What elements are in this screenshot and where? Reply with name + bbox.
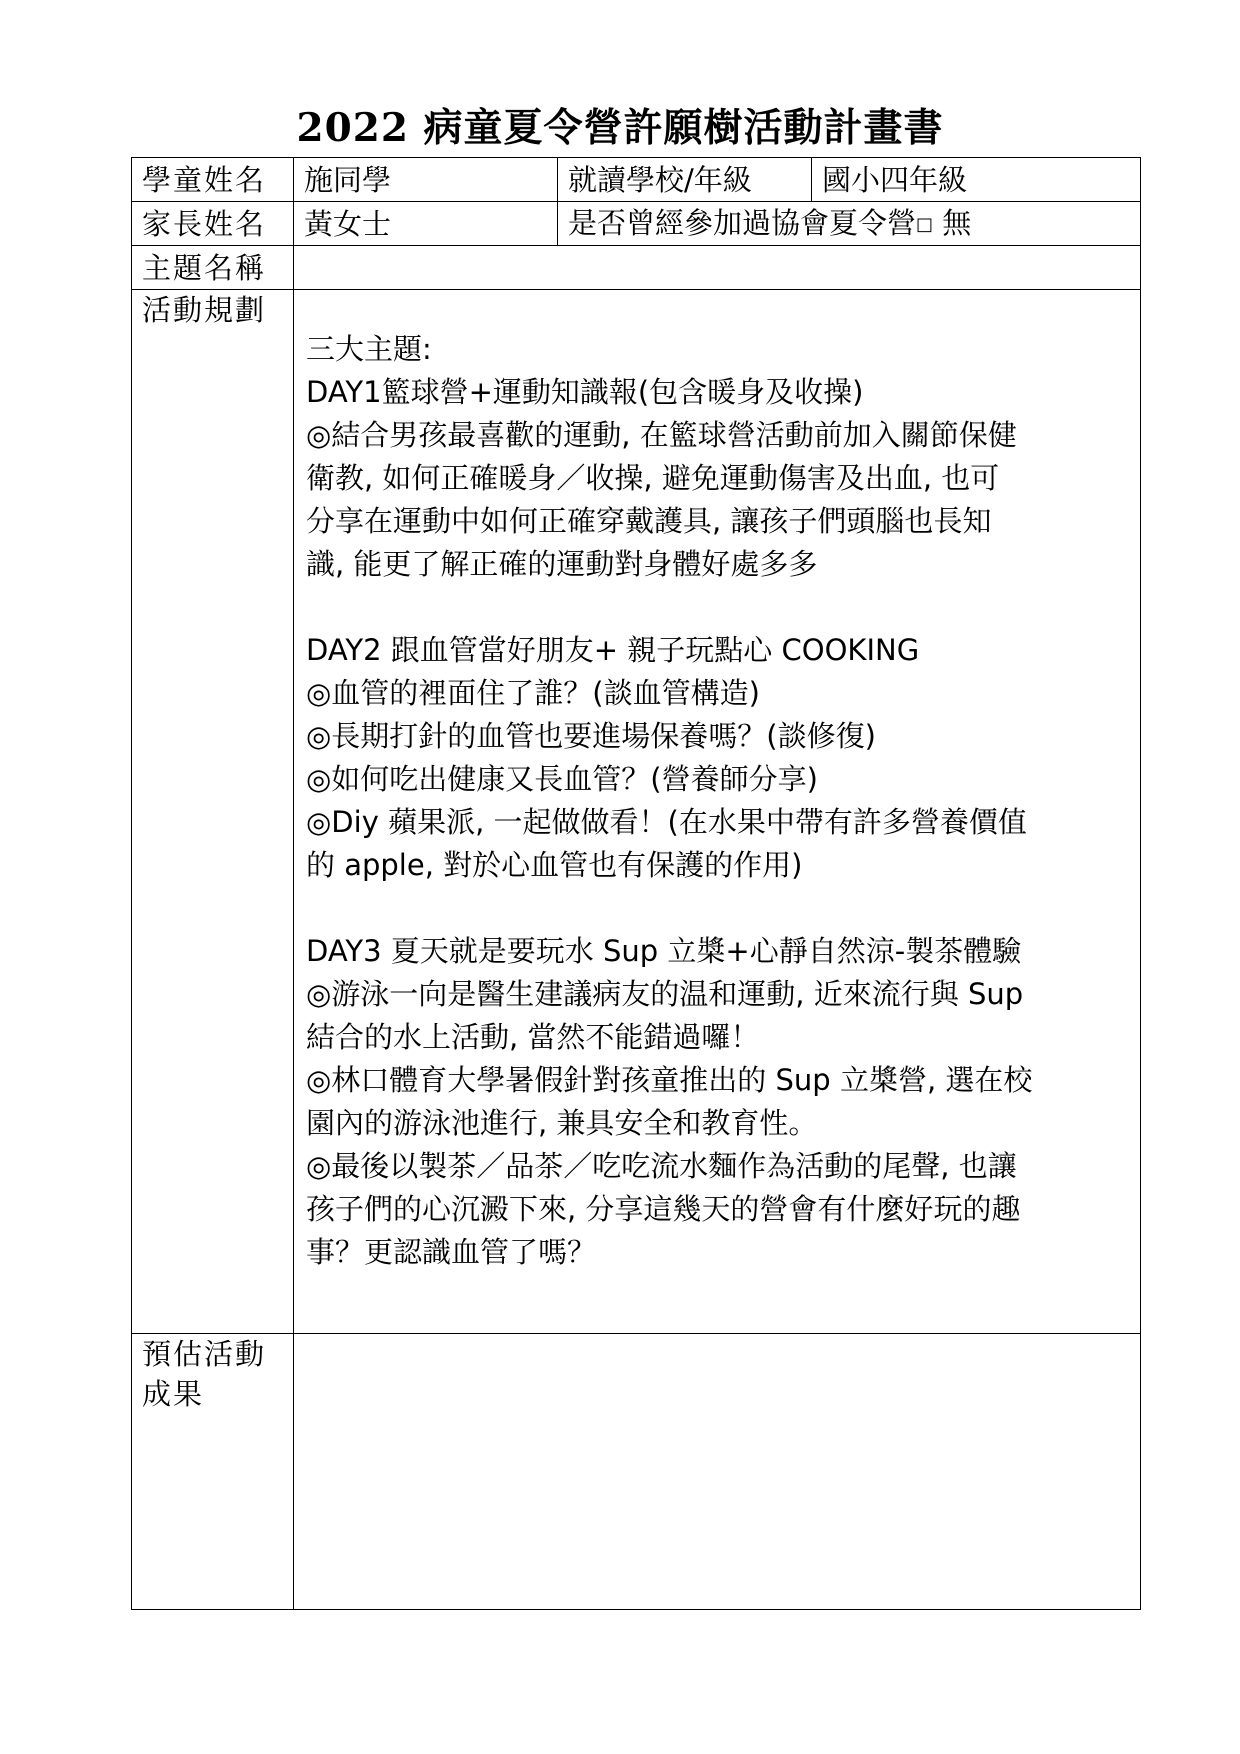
plan-row (132, 290, 1141, 1334)
plan-line: 結合的水上活動, 當然不能錯過囉！ (306, 1020, 760, 1054)
attended-value: 無 (942, 205, 972, 240)
plan-line: 識, 能更了解正確的運動對身體好處多多 (306, 547, 818, 581)
theme-row (132, 246, 1141, 290)
plan-line: ◎林口體育大學暑假針對孩童推出的 Sup 立槳營, 選在校 (306, 1063, 1033, 1097)
outcome-label-line: 預估活動 (142, 1337, 267, 1371)
plan-line: ◎結合男孩最喜歡的運動, 在籃球營活動前加入關節保健 (306, 418, 1017, 452)
plan-form-table (131, 157, 1141, 1610)
plan-line: 三大主題: (306, 332, 432, 366)
parent-name-value: 黃女士 (294, 202, 558, 246)
plan-line: DAY1籃球營+運動知識報(包含暖身及收操) (306, 375, 864, 409)
plan-line: ◎長期打針的血管也要進場保養嗎？(談修復) (306, 719, 876, 753)
plan-line: 衛教, 如何正確暖身／收操, 避免運動傷害及出血, 也可 (306, 461, 1000, 495)
theme-value (294, 246, 1141, 290)
attended-cell (558, 202, 1141, 246)
plan-line: DAY2 跟血管當好朋友+ 親子玩點心 COOKING (306, 633, 920, 667)
attended-label: 是否曾經參加過協會夏令營 (568, 205, 917, 240)
outcome-label (132, 1334, 294, 1610)
outcome-value[interactable] (294, 1334, 1141, 1610)
parent-name-label: 家長姓名 (132, 202, 294, 246)
plan-line: ◎Diy 蘋果派, 一起做做看！(在水果中帶有許多營養價值 (306, 805, 1027, 839)
student-row (132, 158, 1141, 202)
plan-line: 事？更認識血管了嗎？ (306, 1235, 597, 1269)
plan-line: ◎血管的裡面住了誰？(談血管構造) (306, 676, 760, 710)
student-name-value: 施同學 (294, 158, 558, 202)
plan-line: 園內的游泳池進行, 兼具安全和教育性。 (306, 1106, 818, 1140)
outcome-row (132, 1334, 1141, 1610)
plan-content (294, 290, 1141, 1334)
student-name-label: 學童姓名 (132, 158, 294, 202)
parent-row (132, 202, 1141, 246)
plan-line: 孩子們的心沉澱下來, 分享這幾天的營會有什麼好玩的趣 (306, 1192, 1021, 1226)
outcome-label-line: 成果 (142, 1377, 205, 1411)
plan-line: 的 apple, 對於心血管也有保護的作用) (306, 848, 803, 882)
plan-line: ◎最後以製茶／品茶／吃吃流水麵作為活動的尾聲, 也讓 (306, 1149, 1017, 1183)
plan-line (306, 887, 1128, 930)
plan-line: 分享在運動中如何正確穿戴護具, 讓孩子們頭腦也長知 (306, 504, 992, 538)
school-grade-label: 就讀學校/年級 (558, 158, 812, 202)
school-grade-value: 國小四年級 (812, 158, 1141, 202)
plan-line: DAY3 夏天就是要玩水 Sup 立槳+心靜自然涼-製茶體驗 (306, 934, 1022, 968)
document-title: 2022 病童夏令營許願樹活動計畫書 (296, 105, 944, 151)
plan-label: 活動規劃 (132, 290, 294, 1334)
attended-checkbox[interactable]: □ (916, 213, 934, 235)
plan-line (306, 586, 1128, 629)
plan-line: ◎如何吃出健康又長血管？(營養師分享) (306, 762, 818, 796)
plan-line: ◎游泳一向是醫生建議病友的温和運動, 近來流行與 Sup (306, 977, 1024, 1011)
theme-label: 主題名稱 (132, 246, 294, 290)
